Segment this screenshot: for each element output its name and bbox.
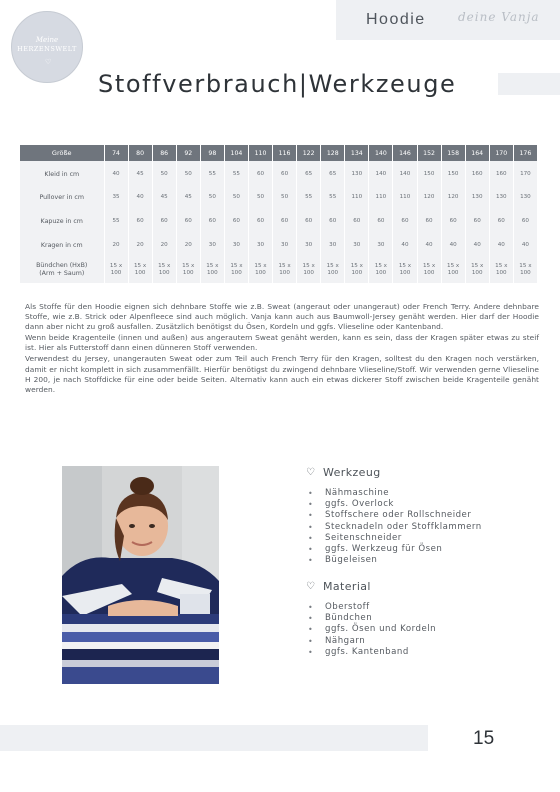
cell-line: 15 x	[374, 263, 387, 269]
section-title: Hoodie	[366, 11, 426, 28]
size-header-cell: 110	[248, 145, 272, 161]
list-item	[306, 522, 482, 533]
table-cell: 60	[513, 209, 537, 233]
cell-line: 15 x	[182, 263, 195, 269]
table-cell: 50	[224, 185, 248, 209]
werkzeug-list	[306, 488, 482, 566]
bullet-dot-icon: •	[308, 500, 314, 510]
table-cell: 20	[104, 233, 128, 257]
werkzeug-heading-row	[306, 466, 482, 479]
table-cell	[441, 257, 465, 283]
table-cell: 60	[273, 209, 297, 233]
size-header-cell: 128	[321, 145, 345, 161]
page-number: 15	[473, 728, 495, 749]
size-header-cell: 140	[369, 145, 393, 161]
paragraph: Als Stoffe für den Hoodie eignen sich dehnbare Stoffe wie z.B. Sweat (angeraut oder unangeraut) oder French Terry. Andere dehnbare Stoffe, wie z.B. Strick oder Alpenfleece sind auch möglich. Vanja kann auch aus Baumwoll-Jersey genäht werden. Hier darf der Hoodie dann aber nicht zu groß ausfallen. Zusätzlich benötigst du Ösen, Kordeln und ggfs. Vlieseline oder Kantenband.	[25, 302, 539, 332]
table-row	[20, 209, 538, 233]
list-item-text: Nähgarn	[325, 635, 366, 646]
cell-line: 100	[134, 270, 146, 276]
table-cell: 30	[200, 233, 224, 257]
table-cell: 140	[393, 161, 417, 185]
cell-line: 15 x	[447, 263, 460, 269]
size-header-cell: 134	[345, 145, 369, 161]
table-header-label: Größe	[20, 145, 104, 161]
table-cell: 60	[393, 209, 417, 233]
table-cell	[321, 257, 345, 283]
table-body	[20, 161, 538, 283]
list-item	[306, 555, 482, 566]
table-cell	[152, 257, 176, 283]
table-row	[20, 257, 538, 283]
list-item	[306, 533, 482, 544]
size-header-cell: 122	[297, 145, 321, 161]
table-cell: 130	[489, 185, 513, 209]
table-cell: 60	[176, 209, 200, 233]
list-item-text: ggfs. Werkzeug für Ösen	[325, 544, 443, 555]
fabric-description	[25, 302, 539, 396]
cell-line: 100	[207, 270, 218, 276]
table-cell: 30	[321, 233, 345, 257]
table-cell: 65	[321, 161, 345, 185]
size-header-cell: 170	[489, 145, 513, 161]
table-cell: 65	[297, 161, 321, 185]
list-item	[306, 624, 436, 635]
cell-line: 100	[255, 270, 266, 276]
table-cell	[104, 257, 128, 283]
table-cell	[297, 257, 321, 283]
table-cell: 60	[152, 209, 176, 233]
paragraph: Verwendest du Jersey, unangerauten Sweat oder zum Teil auch French Terry für den Kragen, solltest du den Kragen noch verstärken, damit er nicht komplett in sich zusammenfällt. Hierfür benötigst du zwingend dehnbare Vlieseline/Stoff. Wir verwenden gerne Vlieseline H 200, je nach Stoffdicke für eine oder beide Seiten. Alternativ kann auch ein etwas dickerer Stoff zwischen beide Kragenteile genäht werden.	[25, 354, 539, 394]
list-item-text: Seitenschneider	[325, 532, 402, 543]
size-header-cell: 86	[152, 145, 176, 161]
size-header-cell: 98	[200, 145, 224, 161]
table-cell: 30	[273, 233, 297, 257]
list-item-text: Oberstoff	[325, 602, 370, 612]
size-header-cell: 80	[128, 145, 152, 161]
cell-line: 15 x	[230, 263, 243, 269]
size-header-cell: 152	[417, 145, 441, 161]
table-cell: 60	[369, 209, 393, 233]
table-cell: 55	[224, 161, 248, 185]
werkzeug-section	[306, 466, 482, 566]
list-item-text: ggfs. Overlock	[325, 499, 394, 510]
row-label: Kleid in cm	[20, 161, 104, 185]
cell-line: 15 x	[254, 263, 267, 269]
table-cell: 150	[441, 161, 465, 185]
cell-line: 100	[471, 270, 483, 276]
table-cell: 130	[513, 185, 537, 209]
heart-icon: ♡	[306, 581, 315, 592]
table-cell: 60	[248, 161, 272, 185]
paragraph: Wenn beide Kragenteile (innen und außen) aus angerautem Sweat genäht werden, kann es sein, dass der Kragen später etwas zu steif ist. Hier als Futterstoff dann einen dünneren Stoff verwenden.	[25, 333, 539, 353]
cell-line: 100	[495, 270, 507, 276]
table-cell: 40	[441, 233, 465, 257]
table-cell	[369, 257, 393, 283]
size-header-cell: 116	[273, 145, 297, 161]
table-cell: 130	[345, 161, 369, 185]
size-header-cell: 164	[465, 145, 489, 161]
cell-line: 15 x	[495, 263, 508, 269]
list-item	[306, 544, 482, 555]
table-cell: 35	[104, 185, 128, 209]
table-cell	[128, 257, 152, 283]
table-cell: 40	[465, 233, 489, 257]
list-item-text: Stoffschere oder Rollschneider	[325, 510, 472, 521]
table-cell: 55	[200, 161, 224, 185]
bullet-dot-icon: •	[308, 647, 314, 657]
table-cell: 40	[128, 185, 152, 209]
size-table	[20, 145, 538, 283]
cell-line: 15 x	[350, 263, 363, 269]
table-cell: 60	[224, 209, 248, 233]
material-list	[306, 602, 436, 658]
table-cell	[224, 257, 248, 283]
table-cell: 60	[297, 209, 321, 233]
list-item	[306, 602, 436, 613]
signature: deine Vanja	[458, 10, 540, 24]
cell-line: 15 x	[519, 263, 532, 269]
bullet-dot-icon: •	[308, 556, 314, 566]
table-cell: 110	[369, 185, 393, 209]
bullet-dot-icon: •	[308, 489, 314, 498]
table-cell: 40	[393, 233, 417, 257]
list-item	[306, 636, 436, 647]
list-item	[306, 647, 436, 658]
logo-script-text: Meine	[35, 36, 59, 44]
table-cell: 45	[176, 185, 200, 209]
list-item	[306, 499, 482, 510]
table-cell: 55	[297, 185, 321, 209]
footer-band	[0, 725, 428, 751]
cell-line: 100	[520, 270, 531, 276]
bullet-dot-icon: •	[308, 522, 314, 532]
cell-line: 100	[423, 270, 435, 276]
table-cell: 50	[248, 185, 272, 209]
title-accent-band	[498, 73, 560, 95]
table-cell: 60	[273, 161, 297, 185]
photo-illustration	[62, 466, 219, 684]
cell-line: 100	[375, 270, 387, 276]
table-cell: 50	[273, 185, 297, 209]
table-cell: 140	[369, 161, 393, 185]
table-cell: 30	[248, 233, 272, 257]
list-item-text: Bügeleisen	[325, 555, 378, 566]
table-cell: 170	[513, 161, 537, 185]
table-cell: 20	[152, 233, 176, 257]
cell-line: 100	[279, 270, 290, 276]
list-item-text: Bündchen	[325, 613, 373, 624]
cell-line: 100	[110, 270, 122, 276]
table-cell: 30	[369, 233, 393, 257]
cell-line: 15 x	[158, 263, 171, 269]
table-cell: 45	[128, 161, 152, 185]
cell-line: 15 x	[278, 263, 291, 269]
table-cell	[273, 257, 297, 283]
table-cell	[489, 257, 513, 283]
table-cell: 110	[393, 185, 417, 209]
row-label: Kragen in cm	[20, 233, 104, 257]
table-row	[20, 185, 538, 209]
table-cell	[248, 257, 272, 283]
table-cell: 60	[417, 209, 441, 233]
cell-line: 15 x	[134, 263, 147, 269]
table-cell	[417, 257, 441, 283]
cell-line: 100	[351, 270, 363, 276]
table-cell: 120	[417, 185, 441, 209]
page-title: Stoffverbrauch|Werkzeuge	[98, 70, 457, 98]
table-cell: 150	[417, 161, 441, 185]
table-cell	[176, 257, 200, 283]
list-item	[306, 488, 482, 499]
table-cell: 20	[176, 233, 200, 257]
list-item-text: Nähmaschine	[325, 488, 390, 498]
row-label: Pullover in cm	[20, 185, 104, 209]
table-cell: 55	[104, 209, 128, 233]
cell-line: 100	[158, 270, 170, 276]
designer-photo	[62, 466, 219, 684]
cell-line: 15 x	[109, 263, 123, 269]
cell-line: 15 x	[422, 263, 436, 269]
material-heading-row	[306, 580, 436, 593]
list-item-text: ggfs. Kantenband	[325, 646, 409, 657]
bullet-dot-icon: •	[308, 614, 314, 624]
table-cell: 60	[200, 209, 224, 233]
logo-heart-icon: ♡	[45, 58, 52, 66]
material-heading: Material	[323, 580, 371, 593]
table-cell: 110	[345, 185, 369, 209]
row-label: Kapuze in cm	[20, 209, 104, 233]
table-cell	[393, 257, 417, 283]
list-item	[306, 613, 436, 624]
table-cell	[200, 257, 224, 283]
cell-line: 15 x	[302, 263, 315, 269]
bullet-dot-icon: •	[308, 511, 314, 521]
logo-brand-text: HERZENSWELT	[17, 45, 77, 53]
size-header-cell: 92	[176, 145, 200, 161]
table-row	[20, 233, 538, 257]
size-header-cell: 146	[393, 145, 417, 161]
cell-line: 100	[303, 270, 314, 276]
cell-line: 15 x	[398, 263, 412, 269]
table-cell: 40	[489, 233, 513, 257]
cell-line: 100	[182, 270, 194, 276]
size-header-cell: 74	[104, 145, 128, 161]
table-cell: 160	[465, 161, 489, 185]
table-cell: 55	[321, 185, 345, 209]
table-cell: 60	[489, 209, 513, 233]
werkzeug-heading: Werkzeug	[323, 466, 381, 479]
table-cell: 50	[176, 161, 200, 185]
table-cell: 30	[297, 233, 321, 257]
list-item-text: Stecknadeln oder Stoffklammern	[325, 521, 482, 532]
cell-line: 100	[399, 270, 411, 276]
row-label	[20, 257, 104, 283]
table-cell	[465, 257, 489, 283]
cell-line: 15 x	[206, 263, 219, 269]
table-cell: 50	[200, 185, 224, 209]
row-label-line: Bündchen (HxB)	[36, 262, 88, 269]
table-cell: 50	[152, 161, 176, 185]
table-cell	[345, 257, 369, 283]
table-cell: 130	[465, 185, 489, 209]
table-cell: 20	[128, 233, 152, 257]
size-header-cell: 176	[513, 145, 537, 161]
table-row	[20, 161, 538, 185]
table-cell: 40	[417, 233, 441, 257]
table-cell: 40	[104, 161, 128, 185]
table-cell	[513, 257, 537, 283]
table-header-row	[20, 145, 538, 161]
table-cell: 60	[465, 209, 489, 233]
table-cell: 120	[441, 185, 465, 209]
cell-line: 100	[327, 270, 339, 276]
material-section	[306, 580, 436, 658]
list-item-text: ggfs. Ösen und Kordeln	[325, 624, 437, 635]
table-cell: 60	[345, 209, 369, 233]
table-cell: 60	[441, 209, 465, 233]
table-cell: 30	[345, 233, 369, 257]
bullet-dot-icon: •	[308, 545, 314, 555]
bullet-dot-icon: •	[308, 603, 314, 612]
table-cell: 30	[224, 233, 248, 257]
cell-line: 15 x	[471, 263, 484, 269]
bullet-dot-icon: •	[308, 636, 314, 646]
bullet-dot-icon: •	[308, 533, 314, 543]
table-cell: 60	[248, 209, 272, 233]
table-cell: 160	[489, 161, 513, 185]
table-cell: 60	[321, 209, 345, 233]
table-cell: 60	[128, 209, 152, 233]
list-item	[306, 510, 482, 521]
table-cell: 45	[152, 185, 176, 209]
bullet-dot-icon: •	[308, 625, 314, 635]
table-cell: 40	[513, 233, 537, 257]
cell-line: 15 x	[326, 263, 339, 269]
row-label-line: (Arm + Saum)	[39, 270, 85, 277]
size-header-cell: 158	[441, 145, 465, 161]
size-header-cell: 104	[224, 145, 248, 161]
cell-line: 100	[231, 270, 242, 276]
cell-line: 100	[447, 270, 459, 276]
brand-logo	[11, 11, 83, 83]
heart-icon: ♡	[306, 467, 315, 478]
